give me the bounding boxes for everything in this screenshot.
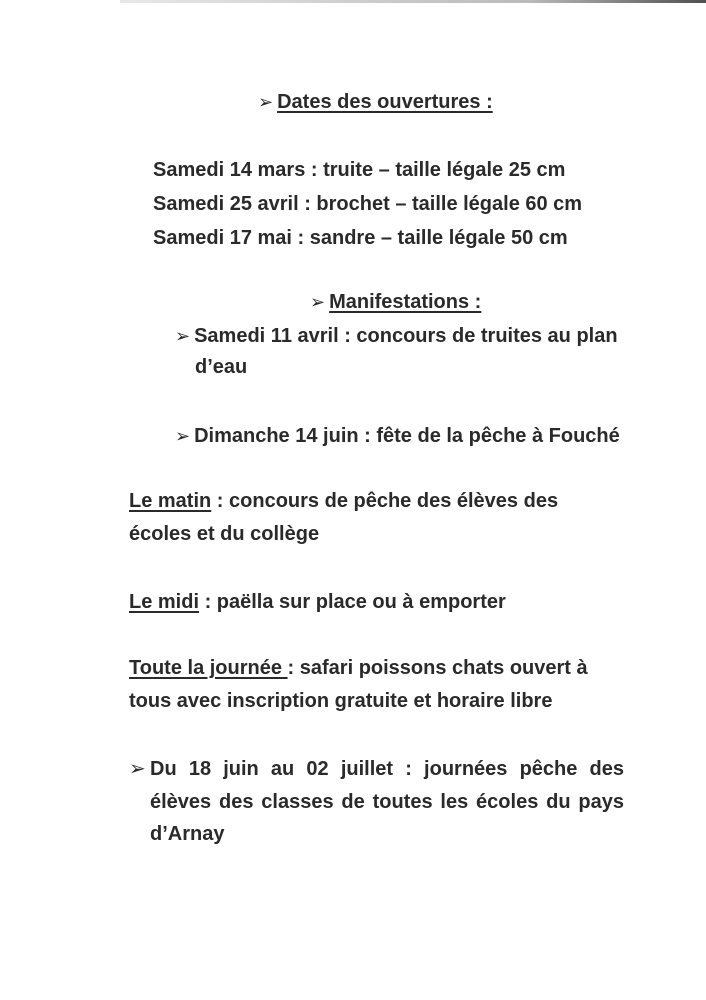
schedule-text-continued: tous avec inscription gratuite et horaire libre [129,690,553,712]
opening-date-item: Samedi 25 avril : brochet – taille légale 60 cm [153,193,583,215]
schedule-text-continued: écoles et du collège [129,523,320,545]
event-text-continued: d’eau [195,356,248,378]
schedule-item-midi [129,590,506,614]
scan-edge [120,0,706,3]
schedule-label: Le matin [129,490,212,512]
schedule-text: : paëlla sur place ou à emporter [199,591,506,613]
event-item [175,324,618,348]
heading-text: Manifestations : [329,291,482,313]
arrow-bullet-icon: ➢ [258,92,274,112]
event-item: Du 18 juin au 02 juillet : journées pêche des [150,758,624,780]
arrow-bullet-icon: ➢ [310,292,326,312]
event-text: Dimanche 14 juin : fête de la pêche à Fouché [194,425,620,447]
event-item [175,424,620,448]
section-heading-manifestations [310,290,481,314]
schedule-item-matin [129,489,558,513]
schedule-label: Le midi [129,591,200,613]
arrow-bullet-icon: ➢ [129,758,146,780]
arrow-bullet-icon: ➢ [175,426,191,446]
arrow-bullet-icon: ➢ [175,326,191,346]
section-heading-ouvertures [258,90,493,114]
opening-date-item: Samedi 17 mai : sandre – taille légale 50 cm [153,227,568,249]
schedule-text: : safari poissons chats ouvert à [287,657,588,679]
event-text-continued: d’Arnay [150,823,225,845]
heading-text: Dates des ouvertures : [277,91,493,113]
schedule-label: Toute la journée [129,657,288,679]
opening-date-item: Samedi 14 mars : truite – taille légale 25 cm [153,159,566,181]
schedule-text: : concours de pêche des élèves des [211,490,559,512]
event-text-continued: élèves des classes de toutes les écoles du pays [150,791,624,813]
event-text: Samedi 11 avril : concours de truites au plan [194,325,618,347]
schedule-item-journee [129,656,588,680]
